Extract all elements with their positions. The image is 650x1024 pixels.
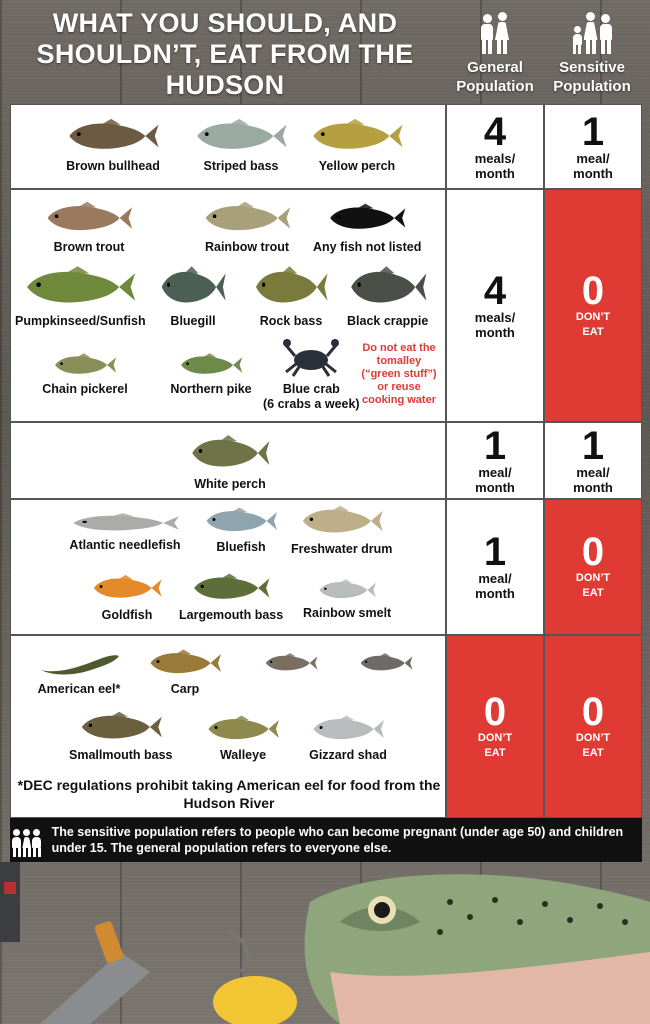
- blue-crab: [263, 336, 360, 412]
- general-cell: [446, 104, 544, 189]
- dont-eat-label: DON’T EAT: [575, 310, 611, 338]
- meal-count: 0: [581, 689, 605, 734]
- meal-count: 1: [483, 530, 507, 574]
- fish-label: Gizzard shad: [309, 748, 387, 762]
- smallmouth-bass-fish: [69, 710, 173, 763]
- rock-bass-fish: [253, 264, 329, 329]
- family-icon: [546, 6, 638, 54]
- fish-label: Freshwater drum: [291, 542, 393, 556]
- meal-count: 0: [581, 268, 605, 313]
- crab-limit: (6 crabs a week): [263, 397, 360, 411]
- fish-label: Any fish not listed: [313, 240, 422, 254]
- gizzard-shad-fish: [309, 714, 387, 763]
- family-icon: [10, 823, 44, 857]
- decorative-photo: [0, 862, 650, 1024]
- general-population-label: General Population: [456, 59, 534, 95]
- striped-bass-fish: [191, 117, 291, 174]
- crab-icon: [283, 336, 339, 378]
- sensitive-cell: [544, 189, 642, 422]
- fish-label: Chain pickerel: [42, 382, 128, 396]
- definition-bar: [10, 818, 642, 862]
- dont-eat-label: DON’T EAT: [575, 731, 611, 759]
- fish-label: Atlantic needlefish: [69, 538, 181, 552]
- fish-label: Carp: [170, 682, 200, 696]
- fish-label: Smallmouth bass: [69, 748, 173, 762]
- eel-shape: [37, 648, 121, 678]
- sensitive-cell: [544, 635, 642, 818]
- meal-unit: meal/ month: [475, 571, 515, 601]
- dont-eat-label: DON’T EAT: [575, 572, 611, 599]
- meal-count: 0: [581, 530, 605, 574]
- fish-label: Rainbow trout: [204, 240, 289, 254]
- black-crappie-fish: [347, 264, 428, 329]
- table-row: [10, 104, 642, 189]
- meal-unit: meal/ month: [475, 464, 515, 495]
- chain-pickerel-fish: [37, 352, 133, 397]
- fish-label: Pumpkinseed/Sunfish: [15, 314, 146, 328]
- pumpkinseed-fish: [15, 264, 146, 329]
- fish-label: Walleye: [219, 748, 267, 762]
- bluegill-fish: [159, 264, 227, 329]
- table-row: [10, 422, 642, 499]
- walleye-fish: [191, 714, 295, 763]
- northern-pike-fish: [159, 352, 263, 397]
- catfish-1: [249, 652, 333, 674]
- largemouth-bass-fish: [179, 572, 283, 623]
- definition-text: The sensitive population refers to people who can become pregnant (under age 50) and children under 15. The general population refers to everyone else.: [51, 825, 624, 855]
- fish-label: Rock bass: [259, 314, 323, 328]
- any-fish-not-listed-silhouette: [313, 200, 421, 255]
- fish-label: Brown bullhead: [66, 159, 160, 173]
- sensitive-population-header: [546, 6, 638, 96]
- general-population-header: [449, 6, 541, 96]
- fish-label: Rainbow smelt: [303, 606, 392, 620]
- brown-trout-fish: [39, 200, 139, 255]
- general-cell: [446, 422, 544, 499]
- fish-label: Striped bass: [203, 159, 279, 173]
- meal-count: 0: [483, 689, 507, 734]
- rainbow-smelt-fish: [303, 578, 391, 621]
- meal-count: 4: [483, 268, 507, 313]
- page-title: WHAT YOU SHOULD, AND SHOULDN’T, EAT FROM THE HUDSON: [36, 8, 414, 100]
- fish-label: Bluegill: [170, 314, 216, 328]
- general-cell: [446, 189, 544, 422]
- meal-unit: meal/ month: [573, 464, 613, 495]
- table-row: [10, 189, 642, 422]
- american-eel: [37, 648, 121, 697]
- general-cell: [446, 635, 544, 818]
- table-row: [10, 635, 642, 818]
- fish-label: Yellow perch: [318, 159, 396, 173]
- meal-unit: meal/ month: [573, 150, 613, 181]
- trout-and-lure-illustration: [0, 862, 650, 1024]
- carp-fish: [137, 648, 233, 697]
- meal-count: 1: [581, 109, 605, 154]
- sensitive-population-label: Sensitive Population: [553, 59, 631, 95]
- rainbow-trout-fish: [197, 200, 297, 255]
- goldfish: [91, 572, 163, 623]
- fish-label: Bluefish: [216, 540, 266, 554]
- meal-unit: meals/ month: [474, 309, 516, 340]
- crab-warning-note: Do not eat the tomalley (“green stuff”) or reuse cooking water: [361, 342, 437, 406]
- fish-label: Goldfish: [101, 608, 153, 622]
- white-perch-fish: [189, 433, 271, 492]
- atlantic-needlefish: [69, 512, 181, 553]
- table-row: [10, 499, 642, 635]
- sensitive-cell: [544, 499, 642, 635]
- catfish-2: [343, 652, 429, 674]
- meal-count: 1: [483, 423, 507, 468]
- yellow-perch-fish: [309, 117, 405, 174]
- fish-label: Brown trout: [53, 240, 125, 254]
- meal-count: 1: [581, 423, 605, 468]
- fish-label: White perch: [194, 477, 266, 491]
- bluefish: [193, 506, 289, 555]
- meal-count: 4: [483, 109, 507, 154]
- dont-eat-label: DON’T EAT: [477, 731, 513, 759]
- fish-label: Blue crab: [282, 382, 340, 396]
- freshwater-drum-fish: [291, 504, 392, 557]
- fish-label: Black crappie: [347, 314, 429, 328]
- fish-label: Largemouth bass: [179, 608, 284, 622]
- general-cell: [446, 499, 544, 635]
- sensitive-cell: [544, 422, 642, 499]
- fish-label: American eel*: [37, 682, 121, 696]
- people-icon: [449, 6, 541, 54]
- fish-label: Northern pike: [170, 382, 252, 396]
- eel-footnote: *DEC regulations prohibit taking American eel for food from the Hudson River: [17, 777, 441, 811]
- meal-unit: meals/ month: [474, 150, 516, 181]
- brown-bullhead-fish: [59, 117, 167, 174]
- sensitive-cell: [544, 104, 642, 189]
